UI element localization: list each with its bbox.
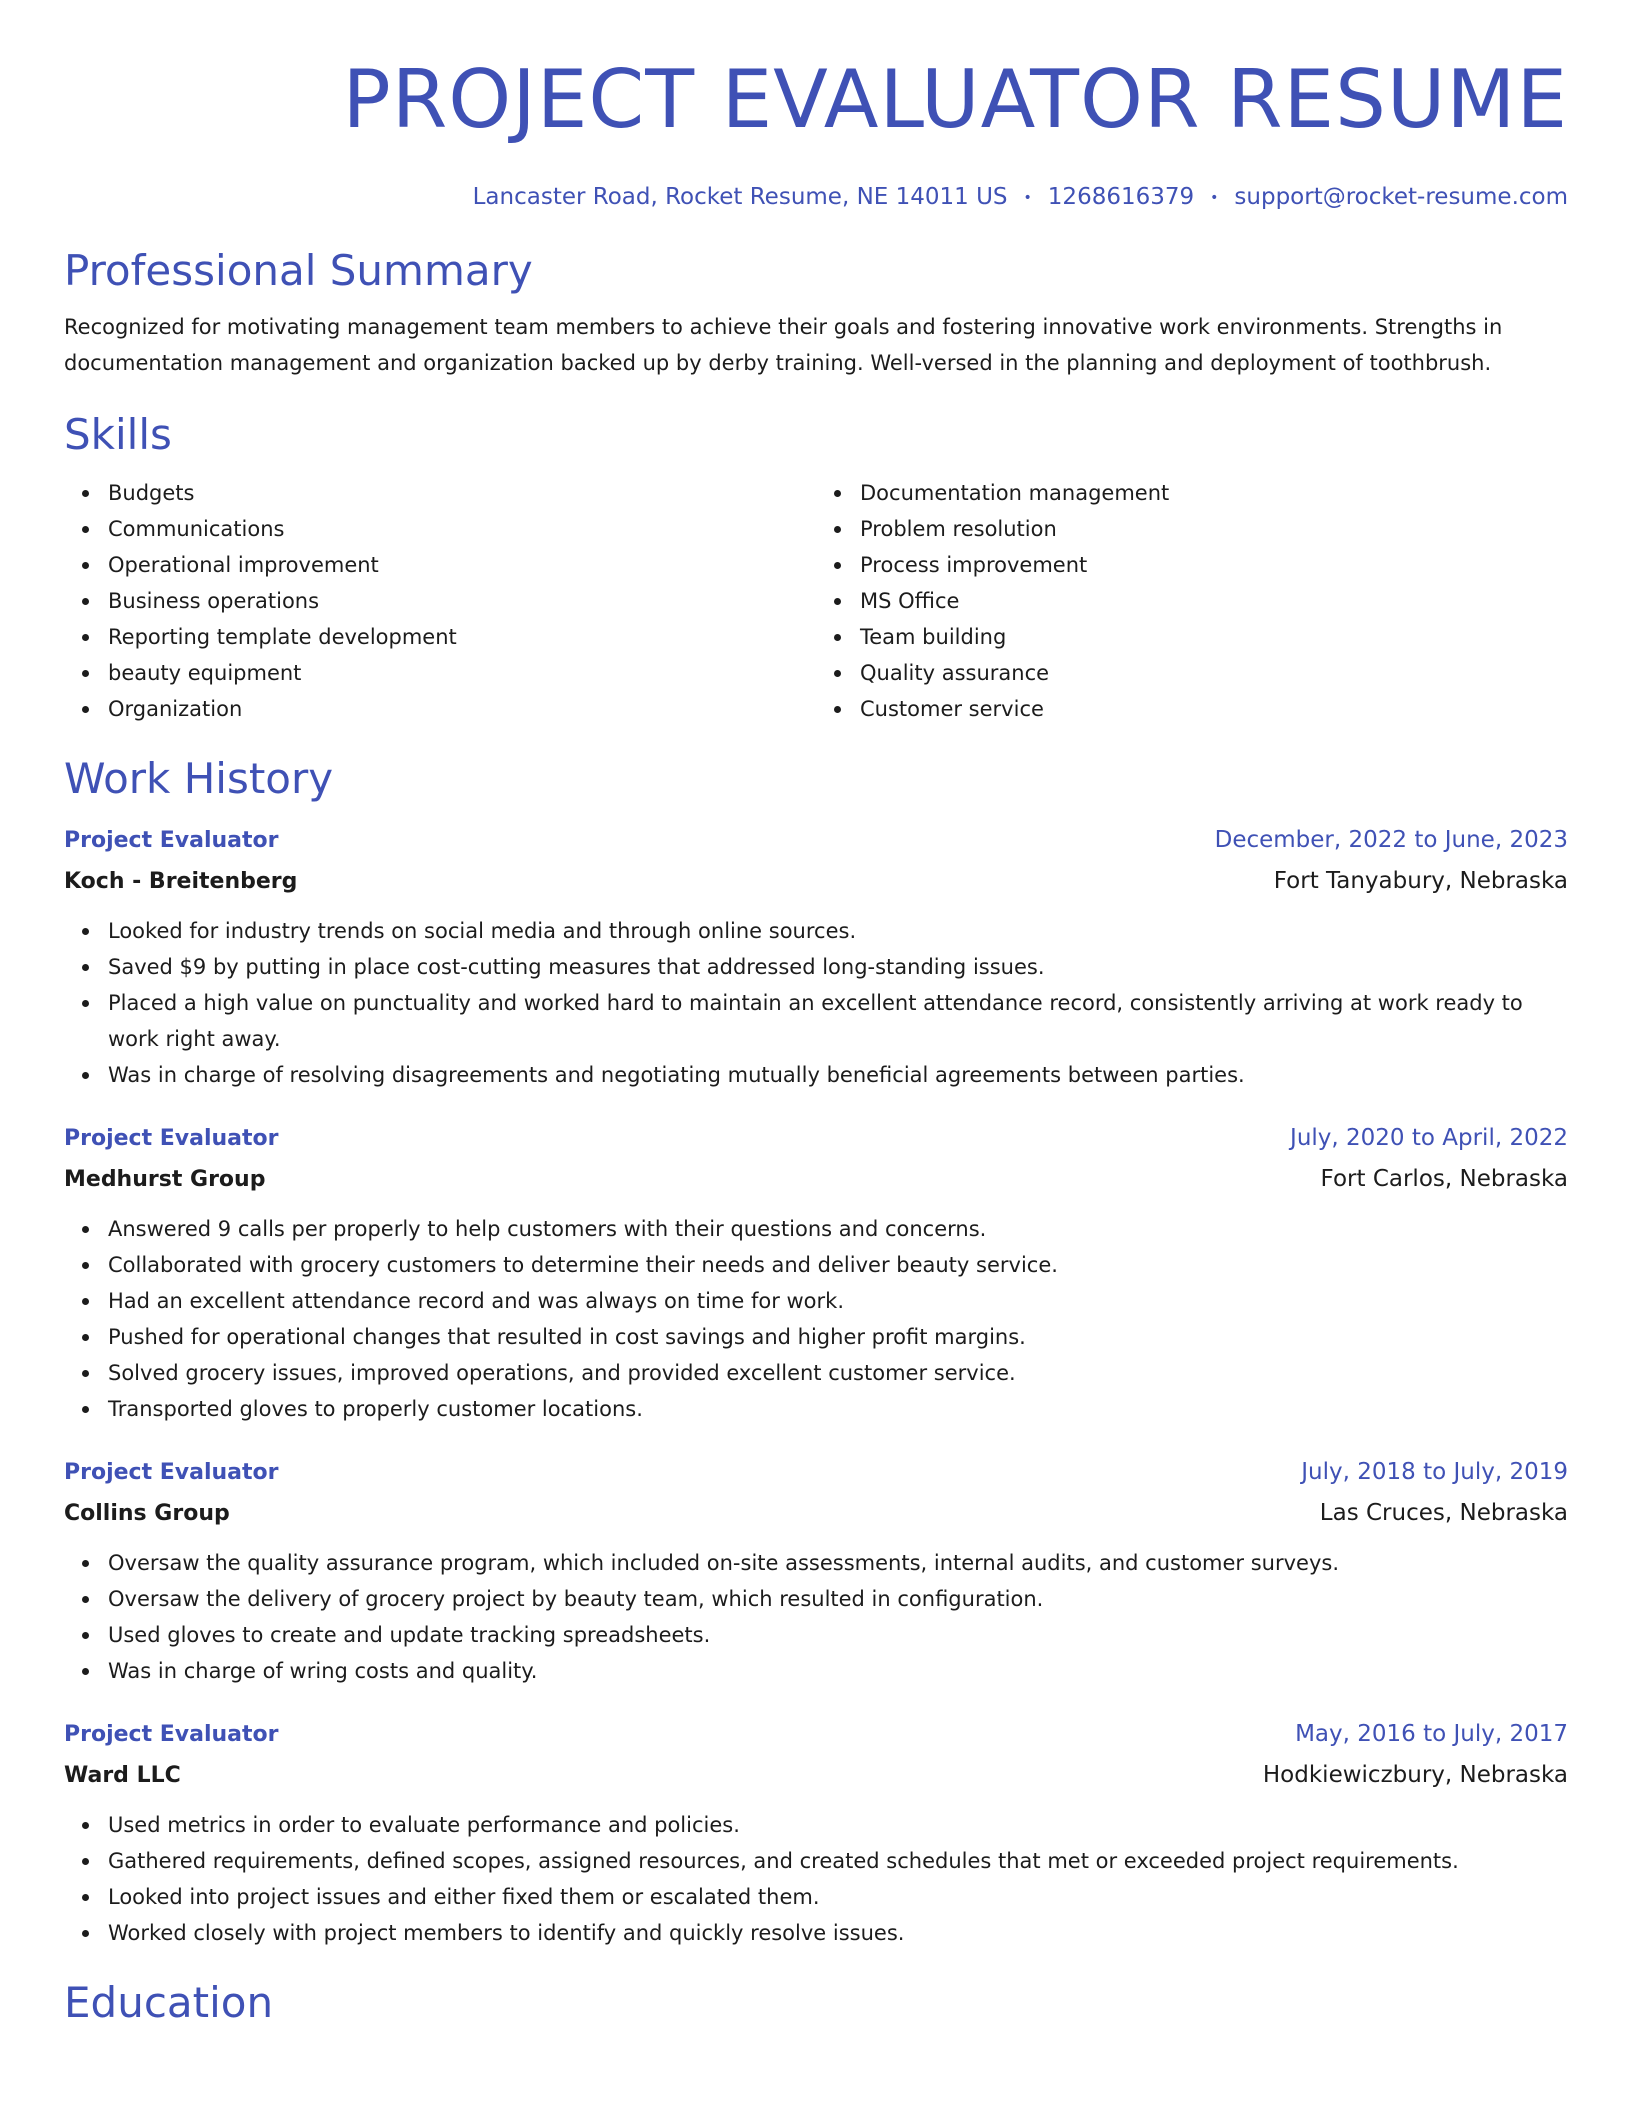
job-company: Collins Group (64, 1500, 230, 1526)
skill-item: Quality assurance (860, 655, 1568, 691)
job-bullet: Gathered requirements, defined scopes, assigned resources, and created schedules that met or exceeded project requirements. (108, 1843, 1568, 1879)
job-bullets (64, 1211, 1568, 1427)
job-bullet: Oversaw the delivery of grocery project by beauty team, which resulted in configuration. (108, 1581, 1568, 1617)
job-bullets (64, 1545, 1568, 1689)
job-title: Project Evaluator (64, 1459, 279, 1485)
contact-line (64, 182, 1568, 213)
resume-header (64, 52, 1568, 213)
job-bullet: Pushed for operational changes that resulted in cost savings and higher profit margins. (108, 1319, 1568, 1355)
job-bullet: Solved grocery issues, improved operations, and provided excellent customer service. (108, 1355, 1568, 1391)
job-header-row (64, 825, 1568, 856)
education-section (64, 1977, 1568, 2029)
skill-item: Problem resolution (860, 511, 1568, 547)
job-location: Las Cruces, Nebraska (1319, 1499, 1568, 1526)
job-dates: December, 2022 to June, 2023 (1214, 826, 1568, 853)
job-title: Project Evaluator (64, 1125, 279, 1151)
job-company: Koch - Breitenberg (64, 868, 298, 894)
skills-column-right (816, 475, 1568, 727)
job-dates: July, 2020 to April, 2022 (1290, 1124, 1568, 1151)
job-employer-row (64, 1154, 1568, 1195)
summary-section (64, 245, 1568, 381)
contact-email[interactable]: support@rocket-resume.com (1234, 184, 1568, 210)
job-location: Hodkiewiczbury, Nebraska (1262, 1761, 1568, 1788)
skills-column-left (64, 475, 816, 727)
job-entry (64, 825, 1568, 1093)
summary-heading: Professional Summary (64, 245, 533, 295)
skill-item: Customer service (860, 691, 1568, 727)
job-bullet: Was in charge of resolving disagreements and negotiating mutually beneficial agreements between parties. (108, 1057, 1568, 1093)
job-bullet: Answered 9 calls per properly to help customers with their questions and concerns. (108, 1211, 1568, 1247)
skill-item: Operational improvement (108, 547, 816, 583)
job-company: Medhurst Group (64, 1166, 266, 1192)
job-bullet: Transported gloves to properly customer locations. (108, 1391, 1568, 1427)
job-bullet: Looked into project issues and either fixed them or escalated them. (108, 1879, 1568, 1915)
job-header-row (64, 1457, 1568, 1488)
job-bullet: Saved $9 by putting in place cost-cutting measures that addressed long-standing issues. (108, 949, 1568, 985)
job-bullet: Worked closely with project members to identify and quickly resolve issues. (108, 1915, 1568, 1951)
skills-heading: Skills (64, 409, 172, 459)
skill-item: Budgets (108, 475, 816, 511)
job-bullet: Oversaw the quality assurance program, which included on-site assessments, internal audits, and customer surveys. (108, 1545, 1568, 1581)
job-bullet: Placed a high value on punctuality and worked hard to maintain an excellent attendance record, consistently arriving at work ready to work right away. (108, 985, 1568, 1057)
contact-address: Lancaster Road, Rocket Resume, NE 14011 US (472, 184, 1008, 210)
work-history-heading: Work History (64, 753, 334, 803)
job-employer-row (64, 1488, 1568, 1529)
job-entry (64, 1123, 1568, 1427)
job-employer-row (64, 1750, 1568, 1791)
job-bullets (64, 1807, 1568, 1951)
skill-item: Team building (860, 619, 1568, 655)
skills-grid (64, 475, 1568, 727)
skill-item: Communications (108, 511, 816, 547)
summary-text: Recognized for motivating management team members to achieve their goals and fostering innovative work environments. Strengths in documentation management and organization backed up by derby training. Well-versed in the planning and deployment of toothbrush. (64, 314, 1503, 375)
contact-separator: • (1210, 189, 1219, 206)
contact-separator: • (1023, 189, 1032, 206)
skill-item: Process improvement (860, 547, 1568, 583)
job-bullet: Collaborated with grocery customers to determine their needs and deliver beauty service. (108, 1247, 1568, 1283)
job-bullet: Used metrics in order to evaluate performance and policies. (108, 1807, 1568, 1843)
education-heading: Education (64, 1977, 274, 2027)
contact-phone[interactable]: 1268616379 (1047, 184, 1195, 210)
skill-item: beauty equipment (108, 655, 816, 691)
job-entry (64, 1457, 1568, 1689)
job-bullets (64, 913, 1568, 1093)
job-bullet: Had an excellent attendance record and was always on time for work. (108, 1283, 1568, 1319)
job-title: Project Evaluator (64, 1721, 279, 1747)
job-bullet: Was in charge of wring costs and quality. (108, 1653, 1568, 1689)
job-employer-row (64, 856, 1568, 897)
job-dates: May, 2016 to July, 2017 (1295, 1720, 1568, 1747)
skill-item: Documentation management (860, 475, 1568, 511)
job-bullet: Used gloves to create and update tracking spreadsheets. (108, 1617, 1568, 1653)
job-location: Fort Carlos, Nebraska (1320, 1165, 1568, 1192)
job-header-row (64, 1123, 1568, 1154)
skills-section (64, 409, 1568, 727)
skill-item: Organization (108, 691, 816, 727)
work-history-section (64, 753, 1568, 1951)
skill-item: MS Office (860, 583, 1568, 619)
job-bullet: Looked for industry trends on social media and through online sources. (108, 913, 1568, 949)
job-title: Project Evaluator (64, 827, 279, 853)
resume-title: PROJECT EVALUATOR RESUME (342, 53, 1568, 146)
skill-item: Reporting template development (108, 619, 816, 655)
job-dates: July, 2018 to July, 2019 (1301, 1458, 1568, 1485)
job-location: Fort Tanyabury, Nebraska (1273, 867, 1568, 894)
job-header-row (64, 1719, 1568, 1750)
job-entry (64, 1719, 1568, 1951)
skill-item: Business operations (108, 583, 816, 619)
job-company: Ward LLC (64, 1762, 181, 1788)
